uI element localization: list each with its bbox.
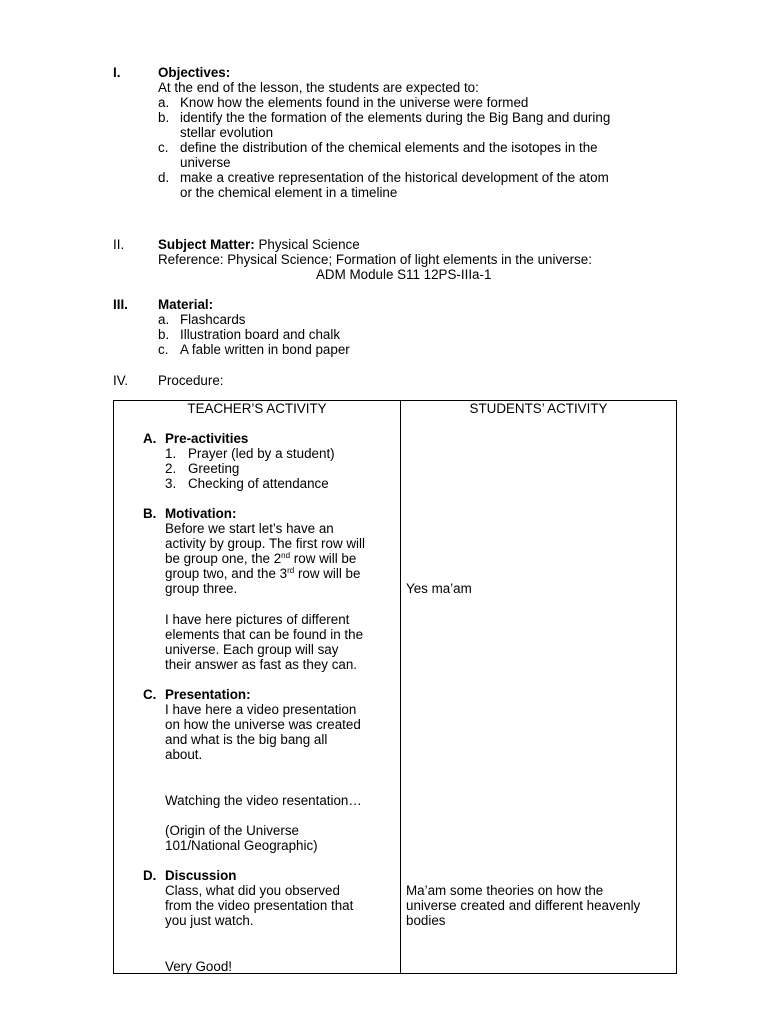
subject-reference: Reference: Physical Science; Formation of light elements in the universe: [158,252,592,267]
pre-activities-letter: A. [143,431,157,446]
presentation-source: (Origin of the Universe [165,823,299,838]
objective-text: universe [180,155,231,170]
section-number-procedure: IV. [113,373,129,388]
student-response-discussion: Ma’am some theories on how the [406,883,604,898]
subject-matter-label: Subject Matter: [158,237,255,252]
column-divider [400,401,401,973]
discussion-very-good: Very Good! [165,959,232,974]
material-item: A fable written in bond paper [180,342,350,357]
objective-text: make a creative representation of the historical development of the atom [180,170,609,185]
discussion-text: you just watch. [165,913,254,928]
material-letter: c. [158,342,169,357]
motivation-letter: B. [143,506,157,521]
motivation-heading: Motivation: [165,506,237,521]
motivation-text: be group one, the 2nd row will be [165,551,357,566]
objective-letter: a. [158,95,170,110]
material-heading: Material: [158,297,214,312]
presentation-source: 101/National Geographic) [165,838,318,853]
pre-activities-heading: Pre-activities [165,431,249,446]
motivation-text: Before we start let’s have an [165,521,334,536]
motivation-text: I have here pictures of different [165,612,350,627]
section-number-objectives: I. [113,65,121,80]
discussion-text: Class, what did you observed [165,883,340,898]
material-letter: a. [158,312,170,327]
objectives-intro: At the end of the lesson, the students are expected to: [158,80,479,95]
section-number-subject: II. [113,237,125,252]
student-response-yes: Yes ma’am [406,581,472,596]
pre-activity-num: 1. [165,446,177,461]
pre-activity-num: 3. [165,476,177,491]
presentation-heading: Presentation: [165,687,251,702]
objective-text: stellar evolution [180,125,274,140]
objective-text: Know how the elements found in the universe were formed [180,95,529,110]
procedure-heading: Procedure: [158,373,224,388]
discussion-text: from the video presentation that [165,898,354,913]
presentation-letter: C. [143,687,157,702]
presentation-watching: Watching the video resentation… [165,793,362,808]
discussion-heading: Discussion [165,868,237,883]
discussion-letter: D. [143,868,157,883]
presentation-text: about. [165,747,203,762]
student-response-discussion: universe created and different heavenly [406,898,641,913]
material-item: Flashcards [180,312,246,327]
section-number-material: III. [113,297,128,312]
presentation-text: on how the universe was created [165,717,361,732]
motivation-text: group three. [165,581,238,596]
pre-activity-item: Prayer (led by a student) [188,446,335,461]
objective-text: identify the the formation of the elements during the Big Bang and during [180,110,611,125]
pre-activity-item: Checking of attendance [188,476,329,491]
material-letter: b. [158,327,170,342]
teacher-activity-header: TEACHER’S ACTIVITY [187,401,327,416]
objective-letter: b. [158,110,170,125]
motivation-text: universe. Each group will say [165,642,339,657]
motivation-text: activity by group. The first row will [165,536,365,551]
motivation-text: group two, and the 3rd row will be [165,566,361,581]
motivation-text: their answer as fast as they can. [165,657,358,672]
objective-text: or the chemical element in a timeline [180,185,398,200]
material-item: Illustration board and chalk [180,327,341,342]
activity-table [113,400,677,974]
objective-letter: c. [158,140,169,155]
subject-matter-line [158,237,360,252]
objective-letter: d. [158,170,170,185]
presentation-text: I have here a video presentation [165,702,357,717]
presentation-text: and what is the big bang all [165,732,328,747]
motivation-text: elements that can be found in the [165,627,364,642]
student-response-discussion: bodies [406,913,446,928]
subject-module: ADM Module S11 12PS-IIIa-1 [316,267,492,282]
objectives-heading: Objectives: [158,65,231,80]
subject-matter-value: Physical Science [254,237,360,252]
students-activity-header: STUDENTS’ ACTIVITY [469,401,608,416]
pre-activity-num: 2. [165,461,177,476]
pre-activity-item: Greeting [188,461,240,476]
objective-text: define the distribution of the chemical elements and the isotopes in the [180,140,598,155]
